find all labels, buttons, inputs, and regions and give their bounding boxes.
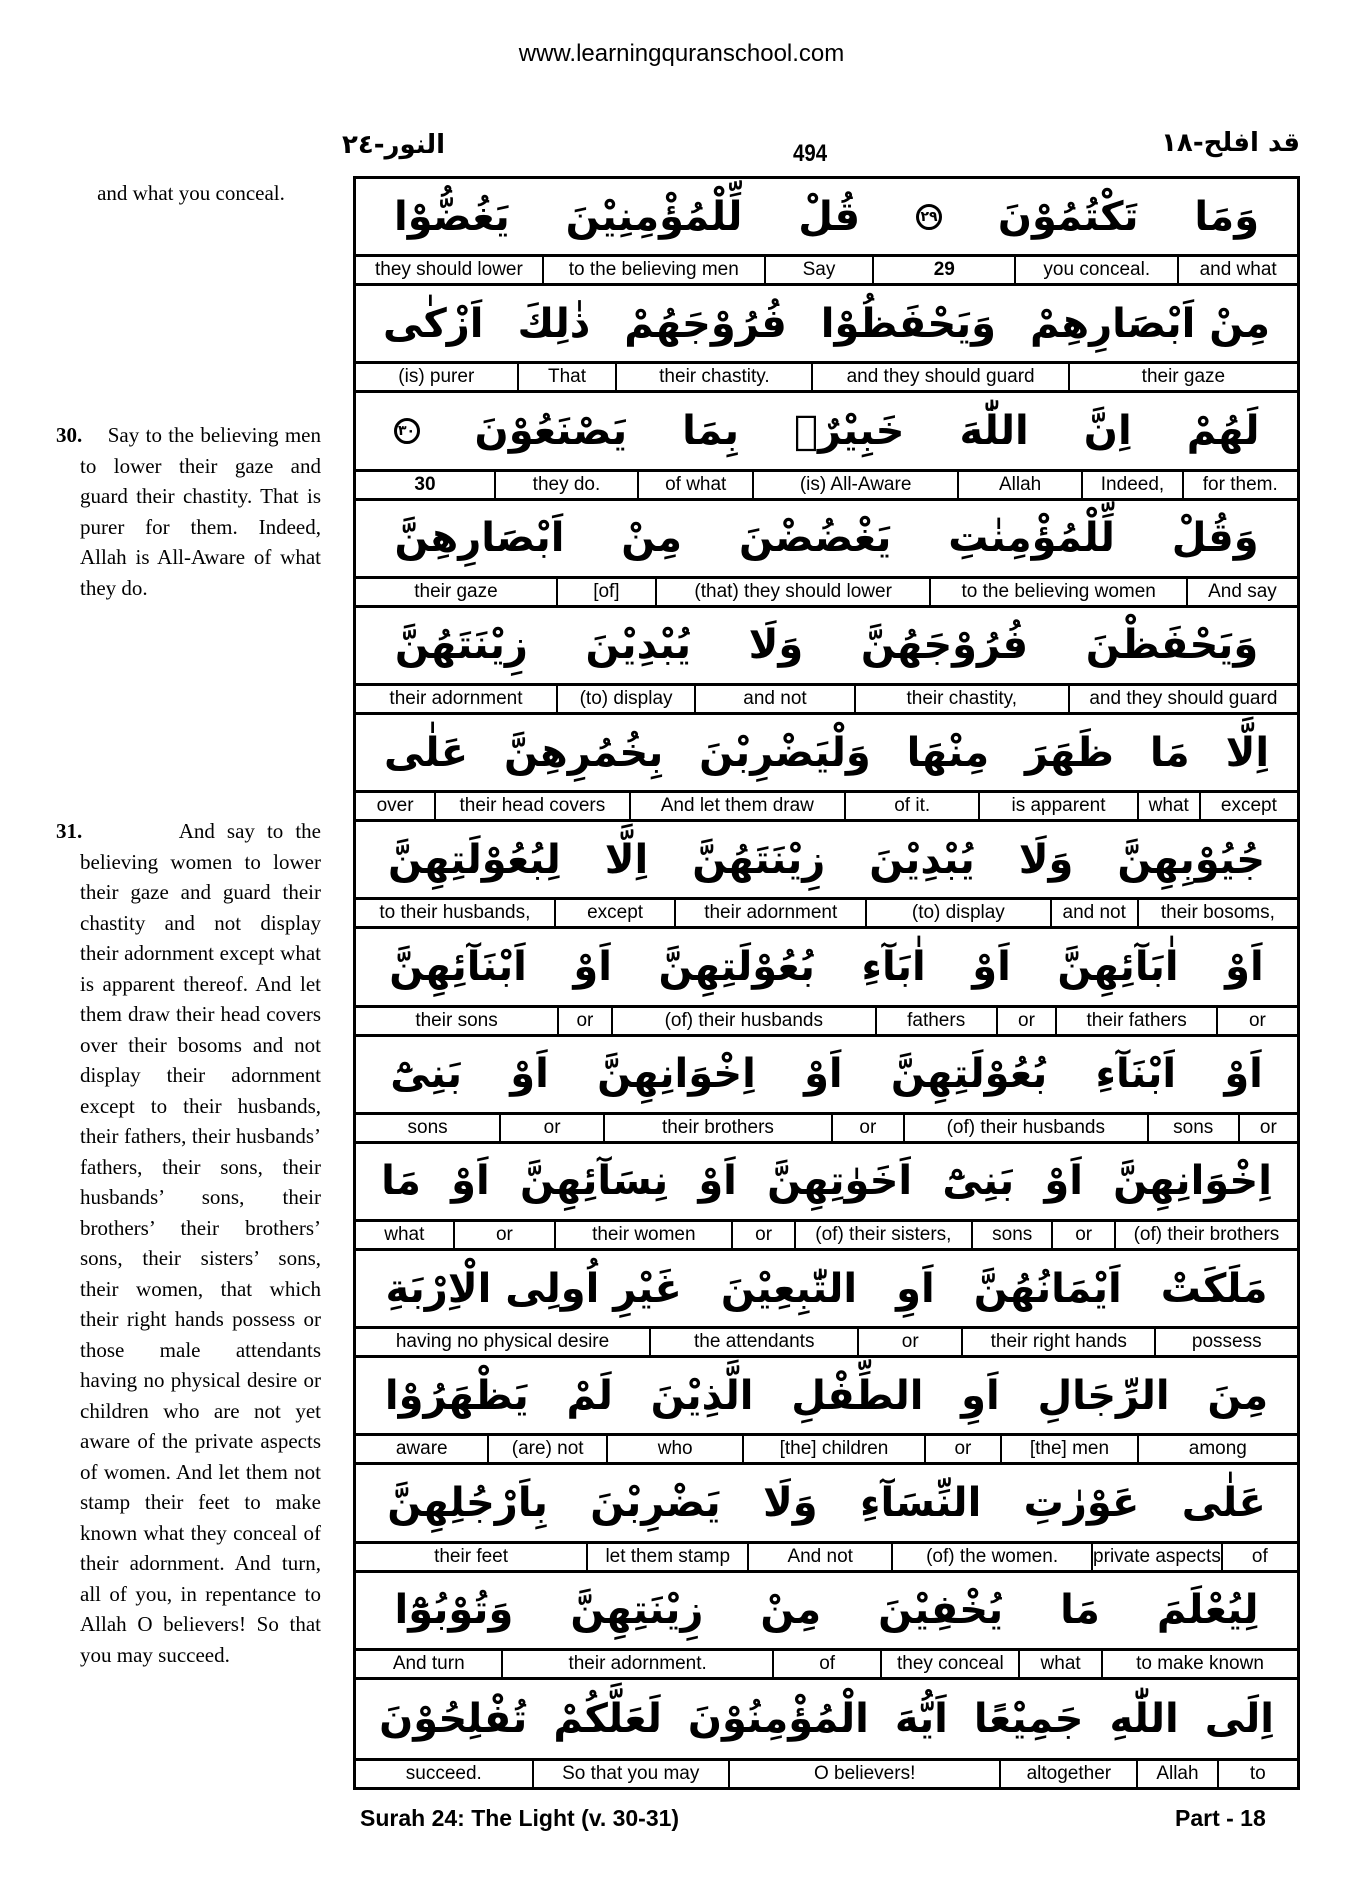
arabic-word: وَتُوْبُوْٓا (394, 1587, 514, 1634)
translation-verse-30 (56, 420, 321, 603)
gloss-cell: (of) the women. (891, 1544, 1091, 1570)
arabic-word: اَوْ (1224, 1051, 1263, 1098)
arabic-word: اِنَّ (1083, 408, 1132, 454)
gloss-cell: or (1216, 1008, 1297, 1034)
gloss-cell: aware (395, 1438, 448, 1460)
arabic-word: عَوْرٰتِ (1023, 1480, 1140, 1527)
gloss-line (356, 683, 1297, 715)
arabic-word: قُلْ (798, 193, 861, 240)
gloss-cell: of what (637, 472, 752, 498)
arabic-word: اَوْ (804, 1051, 843, 1098)
gloss-cell: what (384, 1224, 425, 1246)
arabic-word: بَنِىْٓ (942, 1158, 1015, 1205)
verse-end-marker: ٣٠ (394, 418, 420, 444)
gloss-line (356, 1326, 1297, 1358)
arabic-word: اللّٰهَ (959, 408, 1029, 454)
gloss-cell: having no physical desire (395, 1331, 610, 1353)
arabic-word: عَلٰى (383, 729, 469, 776)
gloss-cell: (that) they should lower (655, 579, 930, 605)
gloss-cell: their bosoms, (1137, 900, 1297, 926)
footer-part-number: Part - 18 (1175, 1805, 1266, 1831)
arabic-word: مِنْ (621, 515, 683, 562)
gloss-line (356, 469, 1297, 501)
arabic-word: اِخْوَانِهِنَّ (597, 1051, 756, 1098)
arabic-word: مَا (1149, 729, 1190, 776)
arabic-word: الطِّفْلِ (791, 1372, 924, 1419)
gloss-cell: and they should guard (1068, 686, 1297, 712)
verse-end-marker: ٢٩ (916, 204, 942, 230)
arabic-word: ظَهَرَ (1025, 729, 1114, 776)
previous-verse-tail: and what you conceal. (97, 181, 285, 205)
gloss-line (356, 1005, 1297, 1037)
gloss-cell: they do. (494, 472, 637, 498)
arabic-word: غَيْرِ اُولِى الْاِرْبَةِ (385, 1265, 682, 1312)
gloss-cell: except (554, 900, 675, 926)
arabic-word: تُفْلِحُوْنَ (379, 1695, 528, 1742)
arabic-word: اَيْمَانُهُنَّ (973, 1265, 1122, 1312)
arabic-word: يُبْدِيْنَ (869, 836, 975, 883)
arabic-word: مَلَكَتْ (1160, 1265, 1268, 1312)
arabic-word: لِّلْمُؤْمِنٰتِ (948, 515, 1115, 562)
arabic-line (356, 1251, 1297, 1326)
arabic-word: يُبْدِيْنَ (585, 622, 692, 669)
arabic-word: وَلْيَضْرِبْنَ (699, 729, 871, 776)
arabic-word: اَزْكٰى (383, 300, 484, 347)
arabic-word: عَلٰى (1181, 1480, 1266, 1527)
arabic-word: اَوْ (972, 944, 1011, 991)
arabic-word: بِمَا (682, 408, 739, 454)
gloss-line (356, 254, 1297, 286)
verse-number: 31. (56, 819, 83, 843)
gloss-cell: their right hands (961, 1329, 1154, 1355)
gloss-cell: or (996, 1008, 1056, 1034)
gloss-cell: (is) All-Aware (752, 472, 956, 498)
site-url[interactable]: www.learningquranschool.com (518, 40, 845, 67)
arabic-word: اِلَّا (1225, 729, 1270, 776)
arabic-word: بُعُوْلَتِهِنَّ (890, 1051, 1048, 1098)
gloss-line (356, 1433, 1297, 1465)
arabic-line (356, 1465, 1297, 1540)
verse-row (356, 1680, 1297, 1787)
arabic-word: فُرُوْجَهُمْ (624, 300, 787, 347)
arabic-line (356, 286, 1297, 361)
arabic-word: يَظْهَرُوْا (384, 1372, 529, 1419)
gloss-cell: or (831, 1115, 903, 1141)
verse-row (356, 501, 1297, 608)
gloss-cell: or (1051, 1222, 1113, 1248)
arabic-word: بُعُوْلَتِهِنَّ (658, 944, 815, 991)
arabic-word: اَوْ (1225, 944, 1264, 991)
gloss-cell: Say (764, 257, 873, 283)
arabic-line (356, 929, 1297, 1004)
arabic-word: ذٰلِكَ (517, 300, 591, 347)
verse-row (356, 1465, 1297, 1572)
arabic-word: النِّسَآءِ (860, 1480, 982, 1527)
gloss-cell: Indeed, (1081, 472, 1181, 498)
arabic-word: اَبْنَآئِهِنَّ (389, 944, 527, 991)
arabic-word: اَوْ (573, 944, 612, 991)
gloss-cell: And say (1186, 579, 1297, 605)
gloss-cell: or (924, 1436, 1001, 1462)
arabic-word: اَوْ (451, 1158, 490, 1205)
gloss-line (356, 897, 1297, 929)
arabic-word: لَمْ (566, 1372, 613, 1419)
arabic-word: مِنْهَا (906, 729, 990, 776)
arabic-word: اِخْوَانِهِنَّ (1113, 1158, 1272, 1205)
gloss-cell: or (857, 1329, 961, 1355)
arabic-word: مِنْ اَبْصَارِهِمْ (1030, 300, 1271, 347)
arabic-word: لَهُمْ (1186, 408, 1260, 454)
gloss-cell: what (1137, 793, 1199, 819)
gloss-cell: [the] children (742, 1436, 923, 1462)
gloss-cell: (of) their husbands (903, 1115, 1147, 1141)
arabic-line (356, 501, 1297, 576)
gloss-cell: their adornment (389, 688, 523, 710)
arabic-word: اَبْنَآءِ (1095, 1051, 1177, 1098)
gloss-cell: they should lower (374, 259, 523, 281)
arabic-word: زِيْنَتَهُنَّ (692, 836, 826, 883)
gloss-cell: their chastity. (615, 364, 811, 390)
gloss-cell: except (1199, 793, 1297, 819)
gloss-cell: over (376, 795, 414, 817)
gloss-cell: or (731, 1222, 793, 1248)
arabic-word: الرِّجَالِ (1037, 1372, 1170, 1419)
gloss-cell: succeed. (405, 1763, 482, 1785)
arabic-word: وَمَا (1194, 193, 1260, 240)
arabic-word: اِلَّا (604, 836, 649, 883)
arabic-word: اَوْ (1044, 1158, 1083, 1205)
arabic-line (356, 1144, 1297, 1219)
gloss-cell: fathers (875, 1008, 996, 1034)
arabic-word: يَغْضُضْنَ (738, 515, 892, 562)
verse-row (356, 929, 1297, 1036)
arabic-word: اَوِ (961, 1372, 1000, 1419)
gloss-cell: 30 (414, 473, 436, 495)
gloss-cell: sons (971, 1222, 1052, 1248)
arabic-word: وَلَا (763, 1480, 818, 1527)
gloss-cell: So that you may (532, 1761, 728, 1787)
arabic-word: يَغُضُّوْا (393, 193, 510, 240)
gloss-cell: O believers! (728, 1761, 1000, 1787)
arabic-word: بِاَرْجُلِهِنَّ (387, 1480, 548, 1527)
arabic-line (356, 822, 1297, 897)
gloss-cell: their chastity, (854, 686, 1068, 712)
gloss-line (356, 576, 1297, 608)
arabic-word: اَوِ (896, 1265, 935, 1312)
arabic-word: اللّٰهِ (1109, 1695, 1179, 1742)
gloss-cell: possess (1154, 1329, 1297, 1355)
gloss-cell: is apparent (978, 793, 1136, 819)
gloss-cell: for them. (1182, 472, 1297, 498)
gloss-cell: and not (1050, 900, 1137, 926)
gloss-cell: (to) display (865, 900, 1050, 926)
arabic-word: وَلَا (1018, 836, 1074, 883)
gloss-cell: their sons (415, 1009, 498, 1031)
arabic-word: اَخَوٰتِهِنَّ (767, 1158, 913, 1205)
arabic-word: لِيُعْلَمَ (1156, 1587, 1259, 1634)
gloss-cell: And not (747, 1544, 891, 1570)
gloss-cell: what (1018, 1651, 1101, 1677)
verse-row (356, 715, 1297, 822)
gloss-line (356, 361, 1297, 393)
gloss-cell: (of) their brothers (1114, 1222, 1297, 1248)
gloss-cell: or (557, 1008, 611, 1034)
arabic-word: مَا (381, 1158, 421, 1205)
arabic-word: تَكْتُمُوْنَ (997, 193, 1139, 240)
verse-row (356, 822, 1297, 929)
gloss-cell: their adornment. (501, 1651, 771, 1677)
gloss-cell: (is) purer (398, 366, 475, 388)
footer-surah-title: Surah 24: The Light (v. 30-31) (360, 1805, 680, 1831)
arabic-line (356, 179, 1297, 254)
arabic-word: نِسَآئِهِنَّ (519, 1158, 669, 1205)
arabic-word: وَيَحْفَظْنَ (1085, 622, 1259, 669)
arabic-word: يَصْنَعُوْنَ (474, 408, 628, 454)
gloss-cell: (to) display (556, 686, 694, 712)
arabic-word: اَوْ (698, 1158, 737, 1205)
gloss-cell: their brothers (603, 1115, 831, 1141)
arabic-word: بَنِىْٓ (390, 1051, 463, 1098)
arabic-line (356, 1573, 1297, 1648)
gloss-cell: Allah (1136, 1761, 1216, 1787)
arabic-word: الْمُؤْمِنُوْنَ (687, 1695, 869, 1742)
verse-row (356, 1144, 1297, 1251)
arabic-word: جَمِيْعًا (973, 1695, 1084, 1742)
gloss-cell: their gaze (414, 580, 498, 602)
gloss-cell: you conceal. (1014, 257, 1177, 283)
arabic-word: لَعَلَّكُمْ (553, 1695, 662, 1742)
arabic-word: اٰبَآئِهِنَّ (1057, 944, 1179, 991)
gloss-cell: or (453, 1222, 555, 1248)
verse-row (356, 393, 1297, 500)
arabic-word: زِيْنَتِهِنَّ (570, 1587, 704, 1634)
gloss-cell: or (499, 1115, 603, 1141)
word-by-word-table (353, 176, 1300, 1790)
gloss-cell: [the] men (1000, 1436, 1136, 1462)
gloss-cell: 29 (872, 257, 1014, 283)
arabic-word: مِنْ (760, 1587, 822, 1634)
gloss-cell: of it. (844, 793, 978, 819)
gloss-cell: And turn (392, 1652, 465, 1674)
verse-row (356, 608, 1297, 715)
gloss-cell: or (1238, 1115, 1297, 1141)
arabic-line (356, 608, 1297, 683)
gloss-cell: to their husbands, (379, 902, 531, 924)
arabic-word: يَضْرِبْنَ (590, 1480, 721, 1527)
arabic-line (356, 715, 1297, 790)
arabic-line (356, 1358, 1297, 1433)
gloss-cell: and they should guard (811, 364, 1067, 390)
gloss-cell: their feet (434, 1545, 509, 1567)
gloss-cell: to the believing women (929, 579, 1185, 605)
gloss-cell: their fathers (1055, 1008, 1215, 1034)
gloss-cell: they conceal (880, 1651, 1018, 1677)
arabic-line (356, 393, 1297, 468)
gloss-cell: of (772, 1651, 881, 1677)
verse-row (356, 1358, 1297, 1465)
arabic-word: مَا (1060, 1587, 1100, 1634)
gloss-cell: and not (694, 686, 854, 712)
gloss-cell: Allah (957, 472, 1082, 498)
gloss-cell: [of] (556, 579, 655, 605)
arabic-word: اَيُّهَ (894, 1695, 948, 1742)
verse-row (356, 1573, 1297, 1680)
gloss-line (356, 790, 1297, 822)
gloss-cell: (of) their husbands (611, 1008, 875, 1034)
arabic-word: اَوْ (510, 1051, 549, 1098)
arabic-word: زِيْنَتَهُنَّ (394, 622, 528, 669)
juz-label-arabic: قد افلح-١٨ (1161, 128, 1300, 158)
gloss-cell: And let them draw (629, 793, 844, 819)
gloss-cell: to the believing men (542, 257, 764, 283)
arabic-word: فُرُوْجَهُنَّ (860, 622, 1029, 669)
verse-number: 30. (56, 423, 83, 447)
arabic-word: جُيُوْبِهِنَّ (1117, 836, 1266, 883)
arabic-word: التّٰبِعِيْنَ (720, 1265, 858, 1312)
arabic-word: الَّذِيْنَ (650, 1372, 754, 1419)
gloss-cell: who (606, 1436, 742, 1462)
arabic-word: خَبِيْرٌۢ (794, 408, 905, 454)
arabic-word: مِنَ (1207, 1372, 1269, 1419)
verse-text: And say to the believing women to lower their gaze and guard their chastity and not display their adornment except what is apparent thereof. And let them draw their head covers over their bosoms and not display their adornment except to their husbands, their fathers, their husbands’ fathers, their sons, their husbands’ sons, their brothers’ their brothers’ sons, their sisters’ sons, their women, that which their right hands possess or those male attendants having no physical desire or children who are not yet aware of the private aspects of women. And let them not stamp their feet to make known what they conceal of their adornment. And turn, all of you, in repentance to Allah O believers! So that you may succeed. (80, 819, 321, 1667)
gloss-cell: That (517, 364, 616, 390)
arabic-word: وَقُلْ (1171, 515, 1259, 562)
arabic-line (356, 1680, 1297, 1758)
gloss-cell: to (1217, 1761, 1297, 1787)
arabic-word: اٰبَآءِ (861, 944, 926, 991)
gloss-cell: altogether (999, 1761, 1136, 1787)
gloss-cell: the attendants (649, 1329, 857, 1355)
arabic-word: بِخُمُرِهِنَّ (504, 729, 664, 776)
arabic-line (356, 1037, 1297, 1112)
arabic-word: يُخْفِيْنَ (878, 1587, 1004, 1634)
gloss-cell: sons (407, 1116, 448, 1138)
gloss-line (356, 1758, 1297, 1787)
arabic-word: لِّلْمُؤْمِنِيْنَ (565, 193, 743, 240)
gloss-line (356, 1648, 1297, 1680)
gloss-line (356, 1541, 1297, 1573)
verse-row (356, 1251, 1297, 1358)
gloss-cell: and what (1177, 257, 1297, 283)
gloss-cell: (of) their sisters, (794, 1222, 971, 1248)
gloss-cell: their women (554, 1222, 731, 1248)
arabic-word: اَبْصَارِهِنَّ (394, 515, 565, 562)
verse-row (356, 1037, 1297, 1144)
arabic-word: وَلَا (748, 622, 804, 669)
gloss-cell: private aspects (1091, 1544, 1220, 1570)
gloss-cell: sons (1147, 1115, 1238, 1141)
gloss-cell: of (1221, 1544, 1297, 1570)
gloss-cell: to make known (1101, 1651, 1297, 1677)
arabic-word: اِلَى (1204, 1695, 1274, 1742)
gloss-cell: their head covers (434, 793, 628, 819)
gloss-cell: their gaze (1068, 364, 1297, 390)
page-number: 494 (793, 140, 828, 167)
verse-row (356, 286, 1297, 393)
translation-verse-31 (56, 816, 321, 1670)
surah-label-arabic: النور-٢٤ (342, 130, 446, 160)
gloss-cell: among (1137, 1436, 1297, 1462)
arabic-word: وَيَحْفَظُوْا (820, 300, 997, 347)
gloss-cell: let them stamp (586, 1544, 747, 1570)
gloss-cell: their adornment (674, 900, 865, 926)
verse-text: Say to the believing men to lower their gaze and guard their chastity. That is purer for them. Indeed, Allah is All-Aware of what they do. (80, 423, 322, 600)
verse-row (356, 179, 1297, 286)
gloss-cell: (are) not (487, 1436, 606, 1462)
arabic-word: لِبُعُوْلَتِهِنَّ (388, 836, 561, 883)
gloss-line (356, 1112, 1297, 1144)
gloss-line (356, 1219, 1297, 1251)
